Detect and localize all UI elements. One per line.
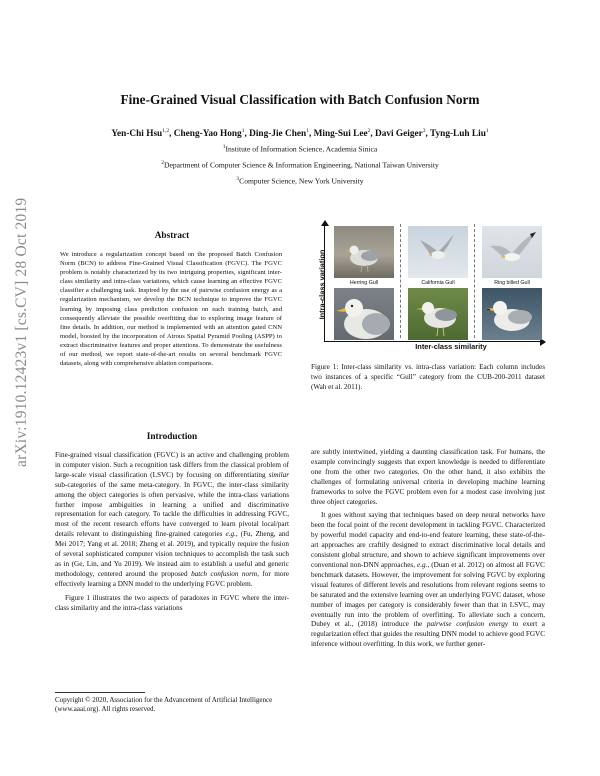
column-label-herring-gull: Herring Gull	[349, 280, 379, 286]
paper-title: Fine-Grained Visual Classification with Batch Confusion Norm	[120, 92, 480, 107]
abstract-heading: Abstract	[154, 231, 190, 241]
affiliation-mark: 1	[306, 128, 309, 134]
author-name: Cheng-Yao Hong	[173, 129, 242, 140]
affiliation-1: $^1$Institute of Information Science, Academia Sinica	[222, 144, 378, 154]
gull-photo-ringbilled-1	[482, 226, 542, 278]
y-axis-label: Intra-class variation	[317, 249, 327, 320]
affiliation-mark: 1	[241, 128, 245, 134]
gull-photo-california-1	[408, 226, 468, 278]
affiliation-mark: 3	[422, 128, 426, 134]
author-name: Davi Geiger	[374, 129, 423, 140]
footnote-rule	[55, 692, 145, 693]
paragraph: It goes without saying that techniques based on deep neural networks have been the focal point of the recent development in tackling FGVC. Characterized by powerful model capacity and end-to-end feature learning, these state-of-the-art approaches are craftily designed to extract discriminative local details and consistent global structure, and shown to achieve significant improvements over conventional non-DNN approaches, e.g., (Duan et al. 2012) on almost all FGVC benchmark datasets. However, the improvement for solving FGVC by exploring visual features of different levels and resolutions from relevant regions seems to be saturated and the extensive learning over an underlying FGVC dataset, whose number of images per category is considerably fewer than that in LSVC, may eventually run into the problem of overfitting. To alleviate such a concern, Dubey et al., (2018) introduce the pairwise confusion energy to exert a regularization effect that guides the resulting DNN model to achieve good FGVC inference without overfitting. In this work, we further gener-	[311, 511, 545, 649]
figure-1	[316, 220, 546, 355]
affiliation-mark: 2	[367, 128, 371, 134]
paragraph: Fine-grained visual classification (FGVC) is an active and challenging problem in computer vision. Such a recognition task differs from the classical problem of large-scale visual classification (LSVC) by focusing on differentiating similar sub-categories of the same meta-category. In FGVC, the inter-class similarity among the object categories is often pervasive, while the intra-class variations further impose ambiguities in learning a unified and discriminative representation for each category. To tackle the difficulties in addressing FGVC, most of the recent research efforts have converged to learn pivotal local/part details relevant to distinguishing fine-grained categories e.g., (Fu, Zheng, and Mei 2017; Yang et al. 2018; Zheng et al. 2019), and typically require the fusion of several sophisticated computer vision techniques to accomplish the task such as in (Ge, Lin, and Yu 2019). We instead aim to establish a useful and generic methodology, centered around the proposed batch confusion norm, for more effectively learning a DNN model to the underlying FGVC problem.	[55, 451, 289, 588]
affiliation-2: $^2$Department of Computer Science & Information Engineering, National Taiwan University	[161, 160, 439, 170]
y-axis-arrow	[321, 220, 329, 226]
affiliation-mark: 1,2	[162, 128, 170, 134]
copyright-notice: Copyright © 2020, Association for the Advancement of Artificial Intelligence (www.aaai.org). All rights reserved.	[55, 696, 273, 714]
gull-photo-herring-1	[334, 226, 394, 278]
introduction-column-1	[55, 451, 289, 614]
paragraph: Figure 1 illustrates the two aspects of paradoxes in FGVC where the inter-class similarity and the intra-class variations	[55, 593, 289, 612]
column-label-california-gull: California Gull	[421, 280, 455, 286]
column-label-ring-billed-gull: Ring billed Gull	[494, 280, 530, 286]
column-divider	[474, 224, 475, 338]
gull-photo-herring-2	[334, 288, 394, 340]
paragraph: are subtly intertwined, yielding a daunting classification task. For humans, the example convincingly suggests that expert knowledge is needed to differentiate one from the other two categories. On the other hand, it also exhibits the challenges of formulating universal criteria in developing machine learning frameworks to solve the FGVC problem even for a modest case involving just three object categories.	[311, 448, 545, 506]
column-divider	[400, 224, 401, 338]
x-axis-label: Inter-class similarity	[415, 342, 487, 351]
abstract-text: We introduce a regularization concept based on the proposed Batch Confusion Norm (BCN) to address Fine-Grained Visual Classification (FGVC). The FGVC problem is notably characterized by its two intriguing properties, significant inter-class similarity and intra-class variations, which cause learning an effective FGVC classifier a challenging task. Inspired by the use of pairwise confusion energy as a regularization mechanism, we develop the BCN technique to improve the FGVC learning by imposing class prediction confusion on each training batch, and consequently alleviate the possible overfitting due to exploring image feature of fine details. In addition, our method is implemented with an attention gated CNN model, boosted by the incorporation of Atrous Spatial Pyramid Pooling (ASPP) to extract discriminative features and proper attentions. To demonstrate the usefulness of our method, we report state-of-the-art results on several benchmark FGVC datasets, along with comprehensive ablation comparisons.	[60, 251, 282, 368]
author-name: Ding-Jie Chen	[249, 129, 307, 140]
figure-caption: Figure 1: Inter-class similarity vs. intra-class variation: Each column includes two instances of a specific “Gull” category from the CUB-200-2011 dataset (Wah et al. 2011).	[311, 363, 545, 391]
introduction-column-2	[311, 448, 545, 650]
introduction-heading: Introduction	[146, 432, 198, 442]
author-name: Tyng-Luh Liu	[429, 129, 486, 140]
affiliation-3: $^3$Computer Science, New York University	[236, 176, 364, 186]
author-name: Ming-Sui Lee	[313, 129, 368, 140]
gull-photo-ringbilled-2	[482, 288, 542, 340]
arxiv-stamp: arXiv:1910.12423v1 [cs.CV] 28 Oct 2019	[13, 197, 30, 467]
author-name: Yen-Chi Hsu	[111, 129, 163, 140]
gull-photo-california-2	[408, 288, 468, 340]
affiliation-mark: 1	[485, 128, 489, 134]
author-list: Yen-Chi Hsu$^{1,2}$, Cheng-Yao Hong$^1$, Ding-Jie Chen$^1$, Ming-Sui Lee$^2$, Davi Geiger$^3$, Tyng-Luh Liu$^1$	[111, 128, 489, 140]
